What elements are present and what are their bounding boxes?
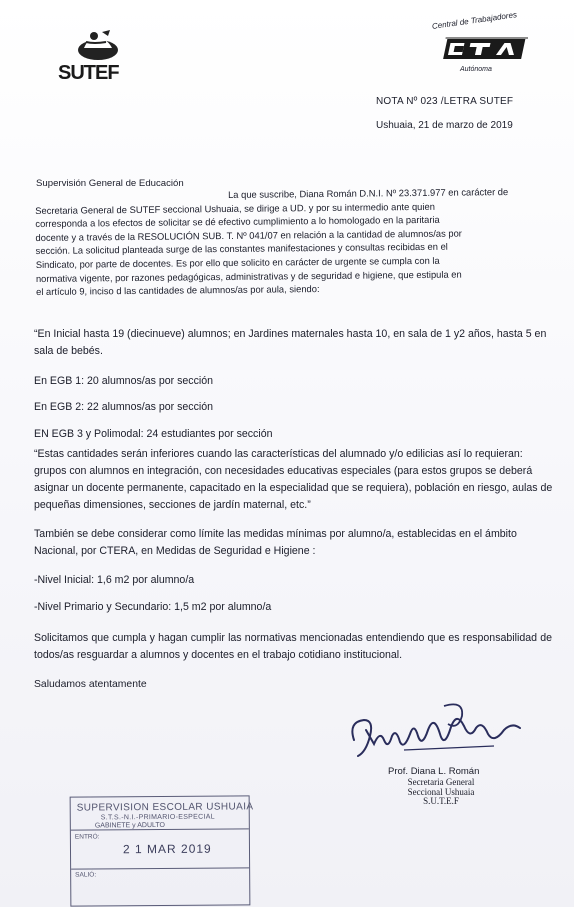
paragraph-request: Solicitamos que cumpla y hagan cumplir las normativas mencionadas entendiendo que es responsabilidad de todos/as resguardar a alumnos y docentes en el trabajo cotidiano institucional. [34, 632, 552, 661]
handwritten-signature [344, 700, 524, 766]
nota-number: NOTA Nº 023 /LETRA SUTEF [376, 96, 514, 107]
quote-conditions: “Estas cantidades serán inferiores cuando las características del alumnado y/o edilicias así lo requieran: grupos con alumnos en integración, con necesidades educativas especiales (para estos grupos se deberá asignar un docente permanente, capacitado en la especialidad que se requiera), población en riesgo, aulas de pequeñas dimensiones, secciones de jardín maternal, etc.” [34, 448, 553, 511]
paragraph-line: Sindicato, por parte de docentes. Es por ello que solicito en carácter de urgente se cumpla con la [35, 254, 440, 270]
nivel-inicial-line: -Nivel Inicial: 1,6 m2 por alumno/a [34, 574, 195, 586]
paragraph-intro [35, 185, 541, 299]
cta-mark-icon [438, 36, 528, 62]
signer-seal-line: Secretaria General [407, 777, 475, 787]
stamp-divider [71, 828, 249, 830]
paragraph-line: corresponda a los efectos de solicitar se dé efectivo cumplimiento a lo homologado en la paritaria [35, 213, 440, 230]
signer-seal [403, 778, 479, 807]
egb-2-line: En EGB 2: 22 alumnos/as por sección [34, 401, 214, 413]
paragraph-line: docente y a través de la RESOLUCIÓN SUB. T. Nº 041/07 en relación a la cantidad de alumnos/as por [35, 227, 462, 243]
stamp-title: SUPERVISION ESCOLAR USHUAIA [76, 801, 254, 814]
nivel-primario-line: -Nivel Primario y Secundario: 1,5 m2 por alumno/a [34, 601, 272, 613]
paragraph-line: La que suscribe, Diana Román D.N.I. Nº 23.371.977 en carácter de [227, 186, 509, 200]
paragraph-line: sección. La solicitud planteada surge de las constantes manifestaciones y consultas recibidas en el [35, 241, 448, 257]
cta-logo-top-text: Central de Trabajadores [431, 10, 518, 31]
sutef-logo [58, 28, 138, 86]
letter-date: Ushuaia, 21 de marzo de 2019 [376, 120, 513, 131]
sutef-figure-icon [72, 28, 122, 62]
stamp-subtitle-2: GABINETE y ADULTO [94, 821, 166, 830]
quote-inicial: “En Inicial hasta 19 (diecinueve) alumnos; en Jardines maternales hasta 10, en sala de 1 y2 años, hasta 5 en sala de bebés. [34, 328, 547, 357]
paragraph-line: el artículo 9, inciso d las cantidades de alumnos/as por aula, siendo: [36, 283, 320, 298]
egb-1-line: En EGB 1: 20 alumnos/as por sección [34, 375, 214, 387]
cta-logo-bottom-text: Autónoma [460, 66, 492, 73]
paragraph-line: normativa vigente, por razones pedagógicas, administrativas y de seguridad e higiene, que estipula en [35, 268, 462, 284]
paragraph-ctera: También se debe considerar como límite las medidas mínimas por alumno/a, establecidas en el ámbito Nacional, por CTERA, en Medidas de Seguridad e Higiene : [34, 528, 517, 557]
stamp-salio-label: SALIÓ: [75, 871, 97, 879]
signer-seal-line: Seccional Ushuaia [407, 786, 475, 797]
signer-name: Prof. Diana L. Román [388, 766, 480, 777]
stamp-entro-label: ENTRÓ: [74, 833, 100, 841]
stamp-divider [71, 867, 249, 869]
cta-logo [426, 10, 536, 82]
stamp-date: 2 1 MAR 2019 [122, 841, 212, 857]
paragraph-line: Secretaria General de SUTEF seccional Ushuaia, se dirige a UD. y por su intermedio ante quien [35, 200, 435, 216]
egb-3-line: EN EGB 3 y Polimodal: 24 estudiantes por sección [34, 428, 273, 440]
recipient: Supervisión General de Educación [36, 178, 184, 189]
sutef-logo-text: SUTEF [58, 62, 119, 84]
reception-stamp [70, 795, 254, 906]
stamp-subtitle: S.T.S.-N.I.-PRIMARIO-ESPECIAL [100, 813, 215, 822]
signer-seal-line: S.U.T.E.F [423, 796, 459, 806]
closing-greeting: Saludamos atentamente [34, 679, 147, 690]
